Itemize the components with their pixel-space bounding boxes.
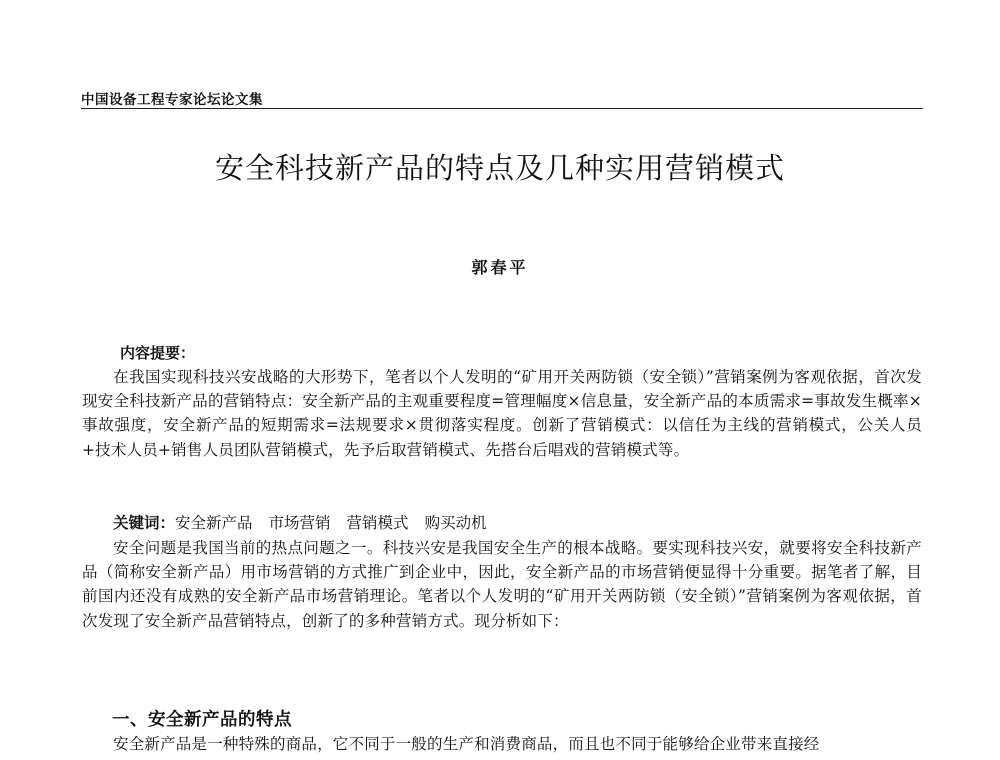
keyword: 营销模式 [346, 514, 409, 532]
section-1-text: 安全新产品是一种特殊的商品，它不同于一般的生产和消费商品，而且也不同于能够给企业带来直接经 [113, 735, 820, 753]
paper-title: 安全科技新产品的特点及几种实用营销模式 [214, 151, 785, 185]
introduction-text: 安全问题是我国当前的热点问题之一。科技兴安是我国安全生产的根本战略。要实现科技兴安，就要将安全科技新产品（简称安全新产品）用市场营销的方式推广到企业中，因此，安全新产品的市场营销便显得十分重要。据笔者了解，目前国内还没有成熟的安全新产品市场营销理论。笔者以个人发明的“矿用开关两防锁（安全锁）”营销案例为客观依据，首次发现了安全新产品营销特点，创新了的多种营销方式。现分析如下： [82, 539, 922, 630]
header-rule [81, 108, 923, 109]
introduction-body [82, 536, 922, 633]
section-1-heading: 一、安全新产品的特点 [112, 710, 292, 730]
paper-author: 郭春平 [471, 258, 529, 277]
running-header-title: 中国设备工程专家论坛论文集 [81, 92, 263, 108]
keywords-line [113, 511, 503, 533]
keyword: 购买动机 [424, 514, 487, 532]
section-1-body [82, 732, 922, 756]
abstract-text: 在我国实现科技兴安战略的大形势下，笔者以个人发明的“矿用开关两防锁（安全锁）”营销案例为客观依据，首次发现安全科技新产品的营销特点：安全新产品的主观重要程度=管理幅度×信息量，安全新产品的本质需求=事故发生概率×事故强度，安全新产品的短期需求=法规要求×贯彻落实程度。创新了营销模式：以信任为主线的营销模式，公关人员+技术人员+销售人员团队营销模式，先予后取营销模式、先搭台后唱戏的营销模式等。 [82, 368, 922, 459]
abstract-label: 内容提要： [120, 344, 196, 362]
keyword: 安全新产品 [175, 514, 253, 532]
abstract-body [82, 365, 922, 462]
keyword: 市场营销 [268, 514, 331, 532]
keywords-label: 关键词： [113, 514, 176, 532]
